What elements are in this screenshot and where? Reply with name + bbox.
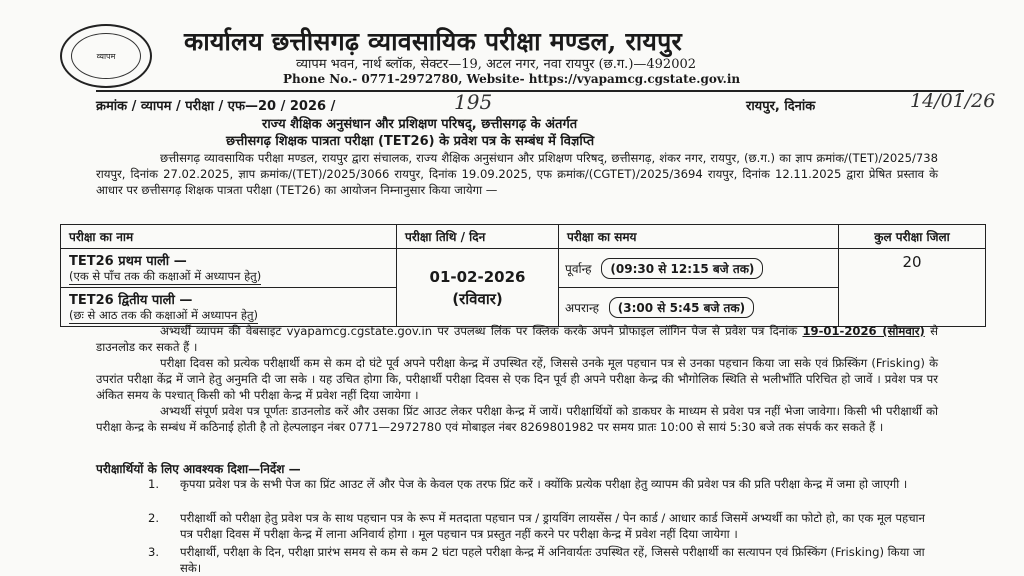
guideline-number: 3. <box>148 545 160 559</box>
table-row <box>61 249 986 288</box>
guidelines-title: परीक्षार्थियों के लिए आवश्यक दिशा—निर्देश — <box>96 462 301 476</box>
header-exam-name: परीक्षा का नाम <box>61 225 397 249</box>
slot2-cell <box>559 288 839 327</box>
guideline-text: परीक्षार्थी को परीक्षा हेतु प्रवेश पत्र के साथ पहचान पत्र के रूप में मतदाता पहचान पत्र / ड्रायविंग लायसेंस / पेन कार्ड / आधार कार्ड जिसमें अभ्यर्थी का फोटो हो, का एक मूल पहचान पत्र परीक्षा दिवस में परीक्षा केन्द्र में लाना अनिवार्य होगा । मूल पहचान पत्र प्रस्तुत नहीं करने पर परीक्षा केन्द्र में प्रवेश नहीं दिया जायेगा । <box>180 511 925 541</box>
attendance-paragraph: परीक्षा दिवस को प्रत्येक परीक्षार्थी कम से कम दो घंटे पूर्व अपने परीक्षा केन्द्र में उपस्थित रहें, जिससे उनके मूल पहचान पत्र से उनका पहचान किया जा सके एवं फ्रिस्किंग (Frisking) के उपरांत परीक्षा केंद्र में जाने हेतु अनुमति दी जा सके । यह उचित होगा कि, परीक्षार्थी परीक्षा दिवस से एक दिन पूर्व ही अपने परीक्षा केन्द्र की भौगोलिक स्थिति से भलीभाँति परिचित हो जावें । प्रवेश पत्र पर अंकित समय के पश्चात् किसी को भी परीक्षा केन्द्र में प्रवेश नहीं दिया जायेगा । <box>96 356 938 402</box>
reference-number-handwritten: 195 <box>454 90 493 114</box>
shift2-desc: (छः से आठ तक की कक्षाओं में अध्यापन हेतु) <box>69 308 259 322</box>
download-text-after: से डाउनलोड कर सकते हैं । <box>96 324 938 354</box>
slot2-time: (3:00 से 5:45 बजे तक) <box>609 297 754 318</box>
shift2-cell <box>61 288 397 327</box>
slot1-cell <box>559 249 839 288</box>
slot1-label: पूर्वान्ह <box>565 261 592 276</box>
guideline-text: परीक्षार्थी, परीक्षा के दिन, परीक्षा प्रारंभ समय से कम से कम 2 घंटा पहले परीक्षा केन्द्र में अनिवार्यतः उपस्थित रहें, जिससे परीक्षार्थी का सत्यापन एवं फ्रिस्किंग (Frisking) किया जा सके। <box>180 545 925 575</box>
helpline-paragraph: अभ्यर्थी संपूर्ण प्रवेश पत्र पूर्णतः डाउनलोड करें और उसका प्रिंट आउट लेकर परीक्षा केन्द्र में जायें। परीक्षार्थियों को डाकघर के माध्यम से प्रवेश पत्र नहीं भेजा जावेगा। किसी भी परीक्षार्थी को परीक्षा केन्द्र के सम्बंध में कठिनाई होती है तो हेल्पलाइन नंबर 0771—2972780 एवं मोबाइल नंबर 8269801982 पर समय प्रातः 10:00 से सायं 5:30 बजे तक संपर्क कर सकते हैं । <box>96 404 938 434</box>
guideline-item <box>148 476 938 492</box>
guideline-text: कृपया प्रवेश पत्र के सभी पेज का प्रिंट आउट लें और पेज के केवल एक तरफ प्रिंट करें । क्योंकि प्रत्येक परीक्षा हेतु व्यापम की प्रवेश पत्र की प्रति परीक्षा केन्द्र में जमा हो जाएगी । <box>180 477 908 491</box>
slot1-time: (09:30 से 12:15 बजे तक) <box>601 258 763 279</box>
seal-text: व्यापम <box>96 51 116 61</box>
guideline-number: 1. <box>148 477 160 491</box>
reference-number: क्रमांक / व्यापम / परीक्षा / एफ—20 / 2026 / <box>96 99 336 114</box>
office-contact: Phone No.- 0771-2972780, Website- https://vyapamcg.cgstate.gov.in <box>283 72 741 86</box>
header-divider <box>96 90 964 92</box>
download-text-before: अभ्यर्थी व्यापम की वेबसाइट vyapamcg.cgstate.gov.in पर उपलब्ध लिंक पर क्लिक करके अपने प्रोफाइल लॉगिन पेज से प्रवेश पत्र दिनांक <box>160 324 803 338</box>
header-exam-time: परीक्षा का समय <box>559 225 839 249</box>
seal-inner <box>71 33 141 79</box>
subject-line-1: राज्य शैक्षिक अनुसंधान और प्रशिक्षण परिषद्, छत्तीसगढ़ के अंतर्गत <box>262 117 578 132</box>
shift2-name: TET26 द्वितीय पाली — <box>69 293 193 308</box>
vyapam-seal-logo <box>60 24 152 88</box>
subject-line-2: छत्तीसगढ़ शिक्षक पात्रता परीक्षा (TET26) के प्रवेश पत्र के सम्बंध में विज्ञप्ति <box>226 134 595 149</box>
guideline-number: 2. <box>148 511 160 525</box>
intro-paragraph: छत्तीसगढ़ व्यावसायिक परीक्षा मण्डल, रायपुर द्वारा संचालक, राज्य शैक्षिक अनुसंधान और प्रशिक्षण परिषद्, छत्तीसगढ़, शंकर नगर, रायपुर, (छ.ग.) का ज्ञाप क्रमांक/(TET)/2025/738 रायपुर, दिनांक 27.02.2025, ज्ञाप क्रमांक/(TET)/2025/3066 रायपुर, दिनांक 19.09.2025, एफ क्रमांक/(CGTET)/2025/3694 रायपुर, दिनांक 12.11.2025 द्वारा प्रेषित प्रस्ताव के आधार पर छत्तीसगढ़ शिक्षक पात्रता परीक्षा (TET26) का आयोजन निम्नानुसार किया जायेगा — <box>96 151 938 197</box>
download-paragraph <box>96 323 938 355</box>
office-address: व्यापम भवन, नार्थ ब्लॉक, सेक्टर—19, अटल नगर, नवा रायपुर (छ.ग.)—492002 <box>296 57 697 72</box>
guideline-item <box>148 544 938 576</box>
shift1-cell <box>61 249 397 288</box>
shift1-name: TET26 प्रथम पाली — <box>69 254 187 269</box>
table-header-row <box>61 225 986 249</box>
exam-day: (रविवार) <box>452 289 503 308</box>
header-district-count: कुल परीक्षा जिला <box>839 225 986 249</box>
guideline-item <box>148 510 938 542</box>
exam-date: 01-02-2026 <box>429 267 526 286</box>
header-exam-date: परीक्षा तिथि / दिन <box>397 225 559 249</box>
download-start-date: 19-01-2026 (सोमवार) <box>802 324 925 338</box>
issue-date-label: रायपुर, दिनांक <box>746 99 816 114</box>
exam-date-cell <box>397 249 559 327</box>
office-title: कार्यालय छत्तीसगढ़ व्यावसायिक परीक्षा मण्डल, रायपुर <box>184 27 682 56</box>
issue-date-handwritten: 14/01/26 <box>910 90 996 112</box>
district-count: 20 <box>839 249 986 327</box>
slot2-label: अपरान्ह <box>565 300 599 315</box>
exam-schedule-table <box>60 224 986 327</box>
shift1-desc: (एक से पाँच तक की कक्षाओं में अध्यापन हेतु) <box>69 269 262 283</box>
